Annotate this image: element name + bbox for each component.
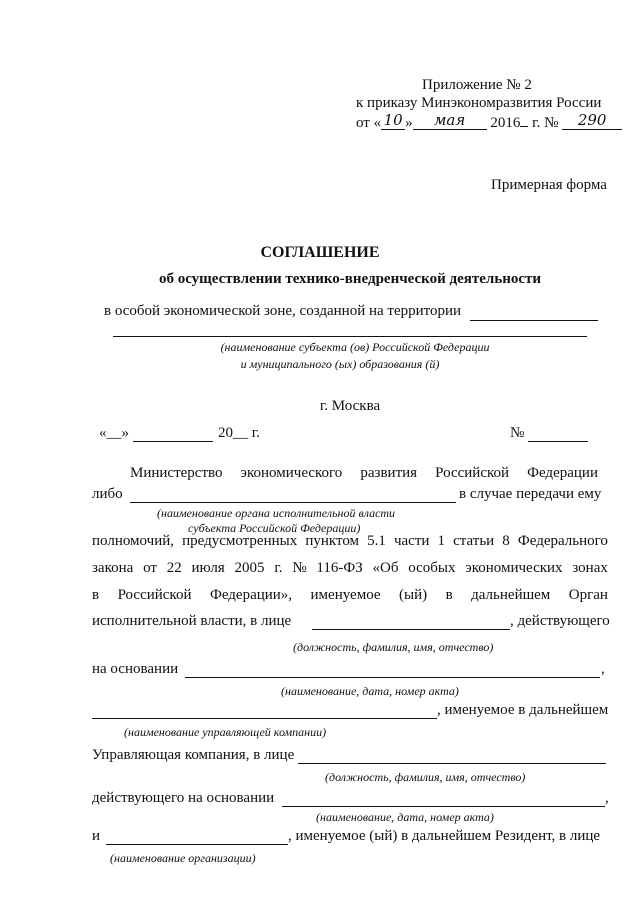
basis-comma: , bbox=[601, 661, 605, 677]
and-label: и bbox=[92, 828, 101, 844]
order-year: 2016 bbox=[486, 115, 521, 131]
word: 2005 bbox=[234, 560, 265, 576]
word: пунктом bbox=[305, 533, 360, 549]
word: дальнейшем bbox=[471, 587, 551, 603]
agreement-number-field[interactable] bbox=[528, 441, 588, 442]
word: Российской bbox=[117, 587, 192, 603]
form-type-label: Примерная форма bbox=[491, 177, 607, 193]
order-number-label: г. № bbox=[528, 115, 559, 131]
hint-organ-2: субъекта Российской Федерации) bbox=[188, 521, 361, 535]
word: (ый) bbox=[399, 587, 428, 603]
word: особых bbox=[408, 560, 456, 576]
word: Министерство bbox=[130, 465, 223, 481]
hint-act-2: (наименование, дата, номер акта) bbox=[316, 810, 494, 824]
word: развития bbox=[360, 465, 418, 481]
word: 22 bbox=[166, 560, 182, 576]
word: 1 bbox=[437, 533, 446, 549]
appendix-number: Приложение № 2 bbox=[422, 77, 532, 93]
hint-subject-2: и муниципального (ых) образования (й) bbox=[240, 357, 440, 371]
either-label: либо bbox=[92, 486, 123, 502]
word: «Об bbox=[372, 560, 399, 576]
acting-basis-label: действующего на основании bbox=[92, 790, 275, 806]
agreement-year: 20__ г. bbox=[218, 425, 260, 441]
hint-organization: (наименование организации) bbox=[110, 851, 256, 865]
order-date-prefix: от « bbox=[356, 115, 382, 131]
word: Российской bbox=[435, 465, 510, 481]
transfer-text: в случае передачи ему bbox=[459, 486, 602, 502]
paragraph-line-3 bbox=[92, 533, 608, 550]
word: от bbox=[143, 560, 157, 576]
company-representative-field[interactable] bbox=[298, 763, 606, 764]
resident-organization-field[interactable] bbox=[106, 844, 288, 845]
territory-field[interactable] bbox=[470, 320, 598, 321]
hint-person-2: (должность, фамилия, имя, отчество) bbox=[325, 770, 526, 784]
order-month: мая bbox=[413, 111, 487, 130]
territory-field-line2[interactable] bbox=[113, 336, 587, 337]
order-date-quote: » bbox=[405, 115, 413, 131]
paragraph-line-4 bbox=[92, 560, 608, 577]
hint-organ-1: (наименование органа исполнительной власти bbox=[157, 506, 396, 520]
city: г. Москва bbox=[319, 398, 381, 414]
word: 8 bbox=[502, 533, 510, 549]
word: в bbox=[445, 587, 453, 603]
word: предусмотренных bbox=[182, 533, 298, 549]
named-further-text: , именуемое в дальнейшем bbox=[437, 702, 609, 718]
resident-text: , именуемое (ый) в дальнейшем Резидент, в лице bbox=[288, 828, 601, 844]
hint-company: (наименование управляющей компании) bbox=[124, 725, 327, 739]
document-subtitle: об осуществлении технико-внедренческой деятельности bbox=[158, 271, 542, 287]
acting-basis-comma: , bbox=[605, 790, 609, 806]
word: экономического bbox=[240, 465, 343, 481]
word: полномочий, bbox=[92, 533, 175, 549]
agreement-month-field[interactable] bbox=[133, 441, 213, 442]
order-number: 290 bbox=[562, 111, 622, 130]
agreement-number-sign: № bbox=[510, 425, 525, 441]
paragraph-line-1 bbox=[130, 465, 598, 482]
word: июля bbox=[191, 560, 225, 576]
word: 116-ФЗ bbox=[316, 560, 363, 576]
order-date-line bbox=[356, 113, 622, 132]
word: экономических bbox=[465, 560, 563, 576]
hint-act-1: (наименование, дата, номер акта) bbox=[281, 684, 459, 698]
word: в bbox=[92, 587, 100, 603]
hint-subject-1: (наименование субъекта (ов) Российской Федерации bbox=[220, 340, 490, 354]
agreement-day: «__» bbox=[99, 425, 129, 441]
word: Орган bbox=[568, 587, 608, 603]
document-title: СОГЛАШЕНИЕ bbox=[260, 244, 380, 261]
basis-field[interactable] bbox=[185, 677, 600, 678]
word: Федерации», bbox=[209, 587, 293, 603]
acting-text: , действующего bbox=[510, 613, 610, 629]
zone-text: в особой экономической зоне, созданной на территории bbox=[104, 303, 462, 319]
paragraph-line-5 bbox=[92, 587, 608, 604]
word: № bbox=[292, 560, 307, 576]
word: Федерации bbox=[527, 465, 598, 481]
word: зонах bbox=[572, 560, 608, 576]
word: именуемое bbox=[310, 587, 381, 603]
order-reference: к приказу Минэкономразвития России bbox=[356, 95, 602, 111]
word: части bbox=[393, 533, 430, 549]
word: Федерального bbox=[517, 533, 608, 549]
word: г. bbox=[274, 560, 283, 576]
order-day: 10 bbox=[381, 111, 405, 130]
word: закона bbox=[92, 560, 134, 576]
basis-label: на основании bbox=[92, 661, 179, 677]
management-company-field[interactable] bbox=[92, 718, 437, 719]
acting-basis-field[interactable] bbox=[282, 806, 605, 807]
executive-organ-field[interactable] bbox=[130, 502, 456, 503]
representative-field[interactable] bbox=[312, 629, 510, 630]
word: 5.1 bbox=[367, 533, 386, 549]
company-representative-label: Управляющая компания, в лице bbox=[92, 747, 295, 763]
word: статьи bbox=[453, 533, 495, 549]
hint-person-1: (должность, фамилия, имя, отчество) bbox=[293, 640, 494, 654]
executive-power-text: исполнительной власти, в лице bbox=[92, 613, 292, 629]
